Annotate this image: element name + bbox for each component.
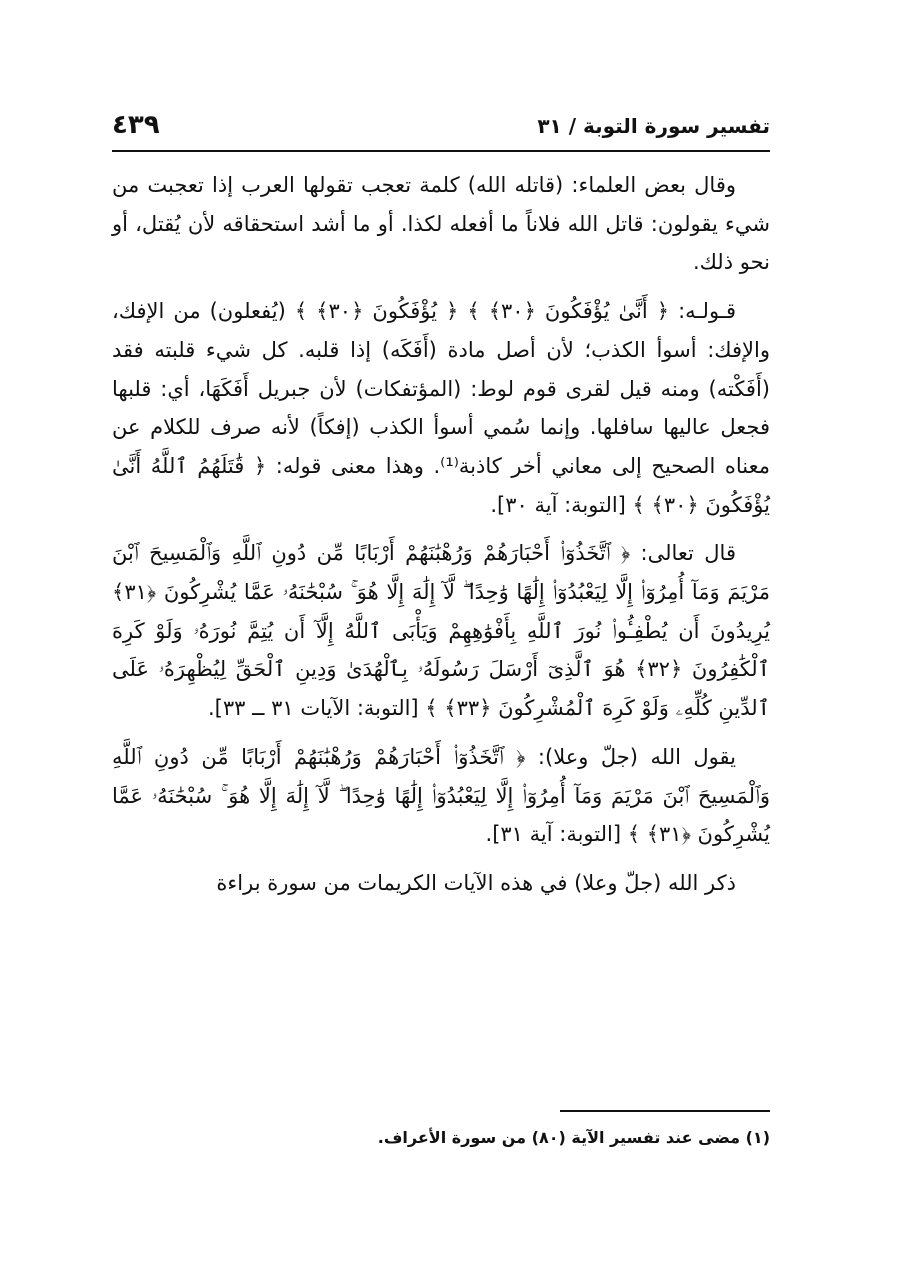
page-header xyxy=(112,110,770,148)
page-number: ٤٣٩ xyxy=(112,110,160,140)
footnote-rule xyxy=(560,1110,770,1112)
paragraph-scholars-saying: وقال بعض العلماء: (قاتله الله) كلمة تعجب تقولها العرب إذا تعجبت من شيء يقولون: قاتل الله فلاناً ما أفعله لكذا. أو ما أشد استحقاقه لأن يُقتل، أو نحو ذلك. xyxy=(112,173,770,275)
paragraph-yufakun-explanation: قـولـه: ﴿ أَنَّىٰ يُؤْفَكُونَ ﴿٣٠﴾ ﴾ ﴿ يُؤْفَكُونَ ﴿٣٠﴾ ﴾ (يُفعلون) من الإفك، والإفك: أسوأ الكذب؛ لأن أصل مادة (أَفَكَه) إذا قلبه. كل شيء قلبته فقد (أَفَكْته) ومنه قيل لقرى قوم لوط: (المؤتفكات) لأن جبريل أَفَكَهَا، أي: قلبها فجعل عاليها سافلها. وإنما سُمي أسوأ الكذب (إفكاً) لأنه صرف للكلام عن معناه الصحيح إلى معاني أخر كاذبة⁽¹⁾. وهذا معنى قوله: ﴿ قَٰتَلَهُمُ ٱللَّهُ أَنَّىٰ يُؤْفَكُونَ ﴿٣٠﴾ ﴾ [التوبة: آية ٣٠]. xyxy=(112,299,770,517)
page-body xyxy=(112,166,770,913)
paragraph-verses-31-33: قال تعالى: ﴿ ٱتَّخَذُوٓا۟ أَحْبَارَهُمْ وَرُهْبَٰنَهُمْ أَرْبَابًا مِّن دُونِ ٱللَّهِ وَٱلْمَسِيحَ ٱبْنَ مَرْيَمَ وَمَآ أُمِرُوٓا۟ إِلَّا لِيَعْبُدُوٓا۟ إِلَٰهًا وَٰحِدًا ۖ لَّآ إِلَٰهَ إِلَّا هُوَ ۚ سُبْحَٰنَهُۥ عَمَّا يُشْرِكُونَ ﴿٣١﴾ يُرِيدُونَ أَن يُطْفِـُٔوا۟ نُورَ ٱللَّهِ بِأَفْوَٰهِهِمْ وَيَأْبَى ٱللَّهُ إِلَّآ أَن يُتِمَّ نُورَهُۥ وَلَوْ كَرِهَ ٱلْكَٰفِرُونَ ﴿٣٢﴾ هُوَ ٱلَّذِىٓ أَرْسَلَ رَسُولَهُۥ بِٱلْهُدَىٰ وَدِينِ ٱلْحَقِّ لِيُظْهِرَهُۥ عَلَى ٱلدِّينِ كُلِّهِۦ وَلَوْ كَرِهَ ٱلْمُشْرِكُونَ ﴿٣٣﴾ ﴾ [التوبة: الآيات ٣١ ــ ٣٣]. xyxy=(112,541,770,721)
footnote: (١) مضى عند تفسير الآية (٨٠) من سورة الأعراف. xyxy=(377,1128,770,1147)
running-title: تفسير سورة التوبة / ٣١ xyxy=(537,114,770,138)
header-rule xyxy=(112,150,770,152)
paragraph-verse-31-commentary: يقول الله (جلّ وعلا): ﴿ ٱتَّخَذُوٓا۟ أَحْبَارَهُمْ وَرُهْبَٰنَهُمْ أَرْبَابًا مِّن دُونِ ٱللَّهِ وَٱلْمَسِيحَ ٱبْنَ مَرْيَمَ وَمَآ أُمِرُوٓا۟ إِلَّا لِيَعْبُدُوٓا۟ إِلَٰهًا وَٰحِدًا ۖ لَّآ إِلَٰهَ إِلَّا هُوَ ۚ سُبْحَٰنَهُۥ عَمَّا يُشْرِكُونَ ﴿٣١﴾ ﴾ [التوبة: آية ٣١]. xyxy=(112,744,770,847)
paragraph-closing: ذكر الله (جلّ وعلا) في هذه الآيات الكريمات من سورة براءة xyxy=(216,870,736,895)
